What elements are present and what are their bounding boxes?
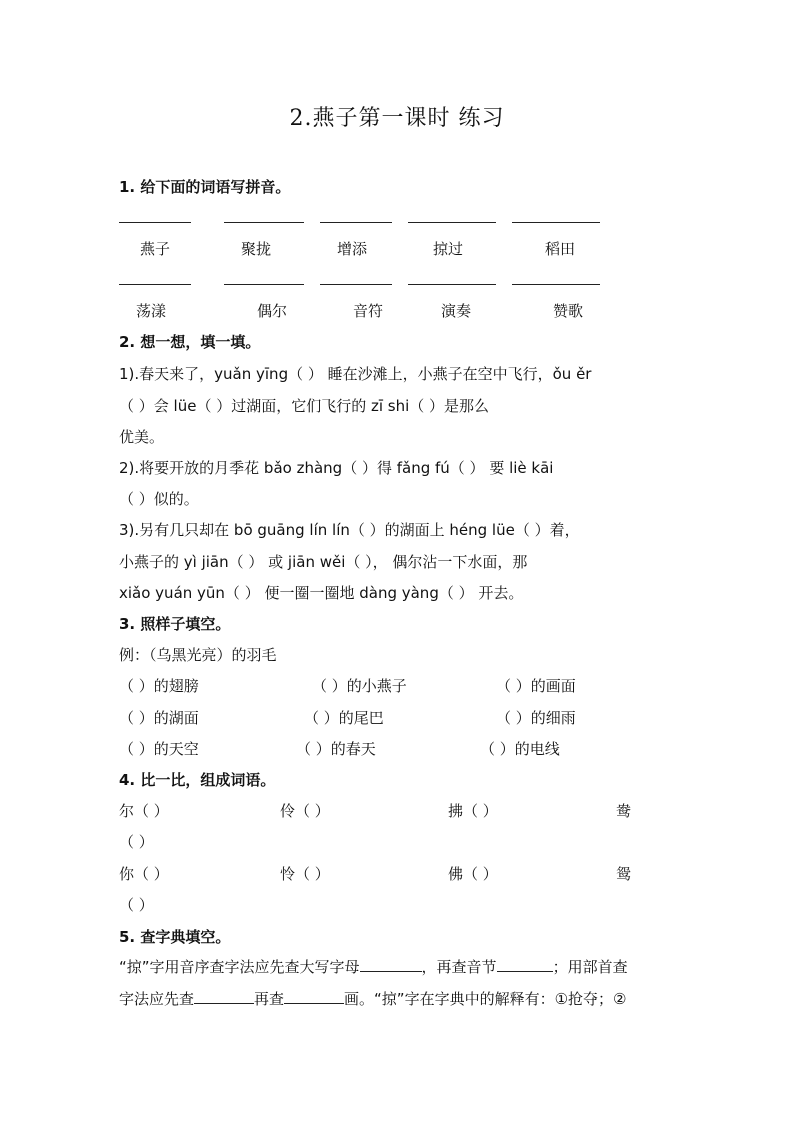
pinyin-blank[interactable]	[224, 284, 304, 285]
q3-item: （ ）的春天	[296, 740, 376, 758]
q5-text: 再查	[254, 990, 285, 1008]
q5-heading: 5. 查字典填空。	[119, 928, 231, 946]
word: 偶尔	[256, 302, 287, 320]
q5-line-2	[119, 988, 626, 1009]
word: 演奏	[440, 302, 471, 320]
answer-blank[interactable]	[284, 989, 344, 1004]
q5-text: 画。“掠”字在字典中的解释有：①抢夺；②	[344, 990, 627, 1008]
q4-heading: 4. 比一比，组成词语。	[119, 771, 276, 789]
q5-text: ；用部首查	[552, 958, 628, 976]
word: 增添	[336, 240, 367, 258]
answer-blank[interactable]	[497, 957, 553, 972]
word: 聚拢	[240, 240, 271, 258]
pinyin-blank[interactable]	[320, 284, 392, 285]
pinyin-blank[interactable]	[408, 284, 496, 285]
answer-blank[interactable]	[360, 957, 422, 972]
q2-line: （ ）似的。	[119, 490, 199, 508]
q3-item: （ ）的细雨	[496, 709, 576, 727]
pinyin-blank[interactable]	[119, 222, 191, 223]
word: 赞歌	[552, 302, 583, 320]
q2-line: 1).春天来了，yuǎn yīng（ ） 睡在沙滩上，小燕子在空中飞行，ǒu ěr	[119, 365, 592, 383]
q2-line: （ ）会 lüe（ ）过湖面，它们飞行的 zī shi（ ）是那么	[119, 397, 490, 415]
pinyin-blank[interactable]	[224, 222, 304, 223]
q4-item: 鸳	[616, 865, 632, 883]
q5-text: ，再查音节	[421, 958, 497, 976]
q2-line: 优美。	[119, 428, 165, 446]
answer-blank[interactable]	[194, 989, 254, 1004]
q4-item: （ ）	[119, 896, 154, 914]
q3-item: （ ）的小燕子	[312, 677, 407, 695]
page-title: 2.燕子第一课时 练习	[289, 106, 505, 131]
q3-item: （ ）的翅膀	[119, 677, 199, 695]
word: 稻田	[544, 240, 575, 258]
pinyin-blank[interactable]	[320, 222, 392, 223]
word: 荡漾	[135, 302, 166, 320]
q3-heading: 3. 照样子填空。	[119, 615, 231, 633]
q2-line: xiǎo yuán yūn（ ） 便一圈一圈地 dàng yàng（ ） 开去。	[119, 584, 524, 602]
q3-item: （ ）的电线	[480, 740, 560, 758]
q3-item: （ ）的画面	[496, 677, 576, 695]
q3-example: 例：（乌黑光亮）的羽毛	[119, 646, 277, 664]
q3-item: （ ）的尾巴	[304, 709, 384, 727]
q4-item: 鸯	[616, 802, 632, 820]
pinyin-blank[interactable]	[408, 222, 496, 223]
pinyin-blank[interactable]	[512, 222, 600, 223]
word: 掠过	[432, 240, 463, 258]
q2-line: 2).将要开放的月季花 bǎo zhàng（ ）得 fǎng fú（ ） 要 liè kāi	[119, 459, 554, 477]
q4-item: 拂（ ）	[448, 802, 498, 820]
q4-item: 佛（ ）	[448, 865, 498, 883]
q4-item: 你（ ）	[119, 865, 169, 883]
q2-line: 小燕子的 yì jiān（ ） 或 jiān wěi（ ）， 偶尔沾一下水面，那	[119, 553, 528, 571]
q5-text: 字法应先查	[119, 990, 195, 1008]
q2-heading: 2. 想一想，填一填。	[119, 333, 261, 351]
q5-text: “掠”字用音序查字法应先查大写字母	[119, 958, 360, 976]
q2-line: 3).另有几只却在 bō guāng lín lín（ ）的湖面上 héng lüe（ ）着，	[119, 521, 580, 539]
q4-item: 怜（ ）	[280, 865, 330, 883]
q4-item: 尔（ ）	[119, 802, 169, 820]
q4-item: （ ）	[119, 833, 154, 851]
word: 音符	[352, 302, 383, 320]
q3-item: （ ）的湖面	[119, 709, 199, 727]
pinyin-blank[interactable]	[119, 284, 191, 285]
q5-line-1	[119, 956, 628, 977]
q3-item: （ ）的天空	[119, 740, 199, 758]
pinyin-blank[interactable]	[512, 284, 600, 285]
q1-heading: 1. 给下面的词语写拼音。	[119, 178, 291, 196]
word: 燕子	[139, 240, 170, 258]
q4-item: 伶（ ）	[280, 802, 330, 820]
